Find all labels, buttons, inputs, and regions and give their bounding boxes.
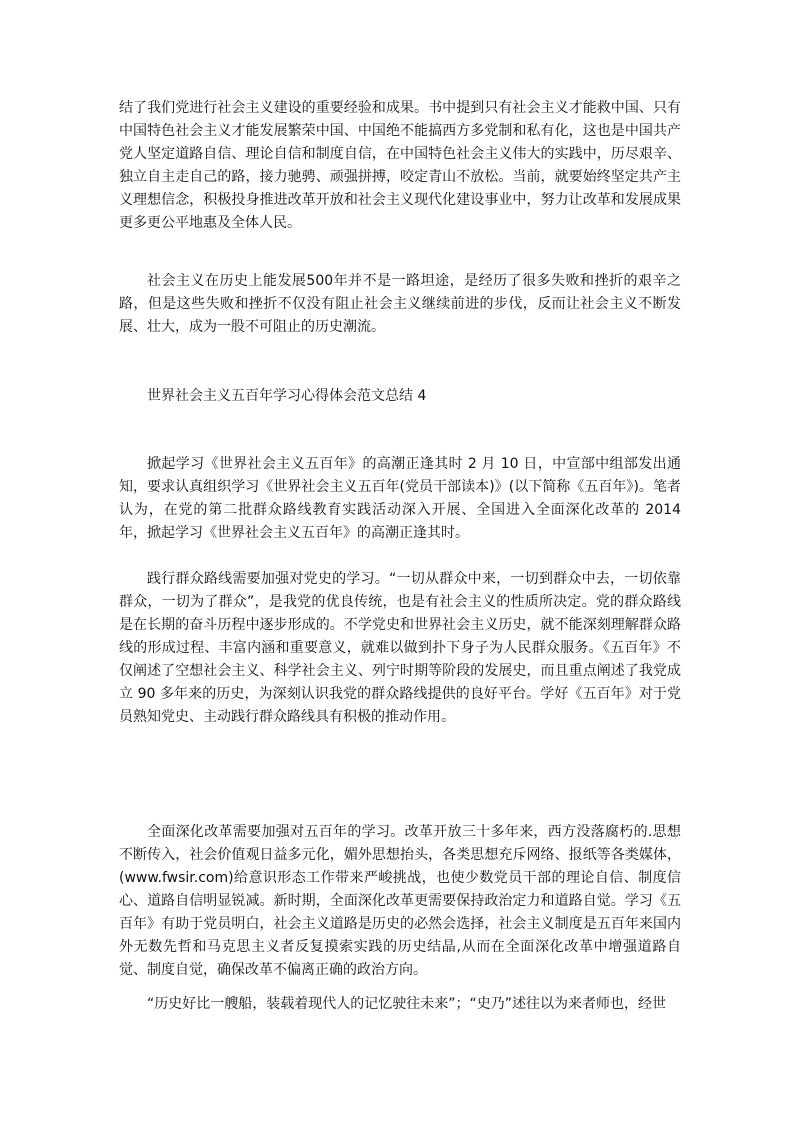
paragraph-3: 掀起学习《世界社会主义五百年》的高潮正逢其时 2 月 10 日，中宣部中组部发出通知，要求认真组织学习《世界社会主义五百年(党员干部读本)》(以下简称《五百年》)。笔者认为，在党的第二批群众路线教育实践活动深入开展、全国进入全面深化改革的 2014 年，掀起学习《世界社会主义五百年》的高潮正逢其时。 — [119, 456, 681, 541]
paragraph-1: 结了我们党进行社会主义建设的重要经验和成果。书中提到只有社会主义才能救中国、只有中国特色社会主义才能发展繁荣中国、中国绝不能搞西方多党制和私有化，这也是中国共产党人坚定道路自信、理论自信和制度自信，在中国特色社会主义伟大的实践中，历尽艰辛、独立自主走自己的路，接力驰骋、顽强拼搏，咬定青山不放松。当前，就要始终坚定共产主义理想信念，积极投身推进改革开放和社会主义现代化建设事业中，努力让改革和发展成果更多更公平地惠及全体人民。 — [119, 100, 681, 231]
paragraph-4: 践行群众路线需要加强对党史的学习。“一切从群众中来，一切到群众中去，一切依靠群众，一切为了群众”，是我党的优良传统，也是有社会主义的性质所决定。党的群众路线是在长期的奋斗历程中逐步形成的。不学党史和世界社会主义历史，就不能深刻理解群众路线的形成过程、丰富内涵和重要意义，就难以做到扑下身子为人民群众服务。《五百年》不仅阐述了空想社会主义、科学社会主义、列宁时期等阶段的发展史，而且重点阐述了我党成立 90 多年来的历史，为深刻认识我党的群众路线提供的良好平台。学好《五百年》对于党员熟知党史、主动践行群众路线具有积极的推动作用。 — [119, 571, 681, 725]
paragraph-6: “历史好比一艘船，装载着现代人的记忆驶往未来”；“史乃”述往以为来者师也，经世 — [147, 996, 667, 1012]
paragraph-2: 社会主义在历史上能发展500年并不是一路坦途，是经历了很多失败和挫折的艰辛之路，但是这些失败和挫折不仅没有阻止社会主义继续前进的步伐，反而让社会主义不断发展、壮大，成为一股不可阻止的历史潮流。 — [119, 273, 681, 335]
paragraph-5: 全面深化改革需要加强对五百年的学习。改革开放三十多年来，西方没落腐朽的.思想不断传入，社会价值观日益多元化，媚外思想抬头，各类思想充斥网络、报纸等各类媒体，(www.fwsir.com)给意识形态工作带来严峻挑战，也使少数党员干部的理论自信、制度信心、道路自信明显锐减。新时期，全面深化改革更需要保持政治定力和道路自觉。学习《五百年》有助于党员明白，社会主义道路是历史的必然会选择，社会主义制度是五百年来国内外无数先哲和马克思主义者反复摸索实践的历史结晶,从而在全面深化改革中增强道路自觉、制度自觉，确保改革不偏离正确的政治方向。 — [119, 824, 681, 978]
section-heading: 世界社会主义五百年学习心得体会范文总结 4 — [147, 388, 427, 404]
